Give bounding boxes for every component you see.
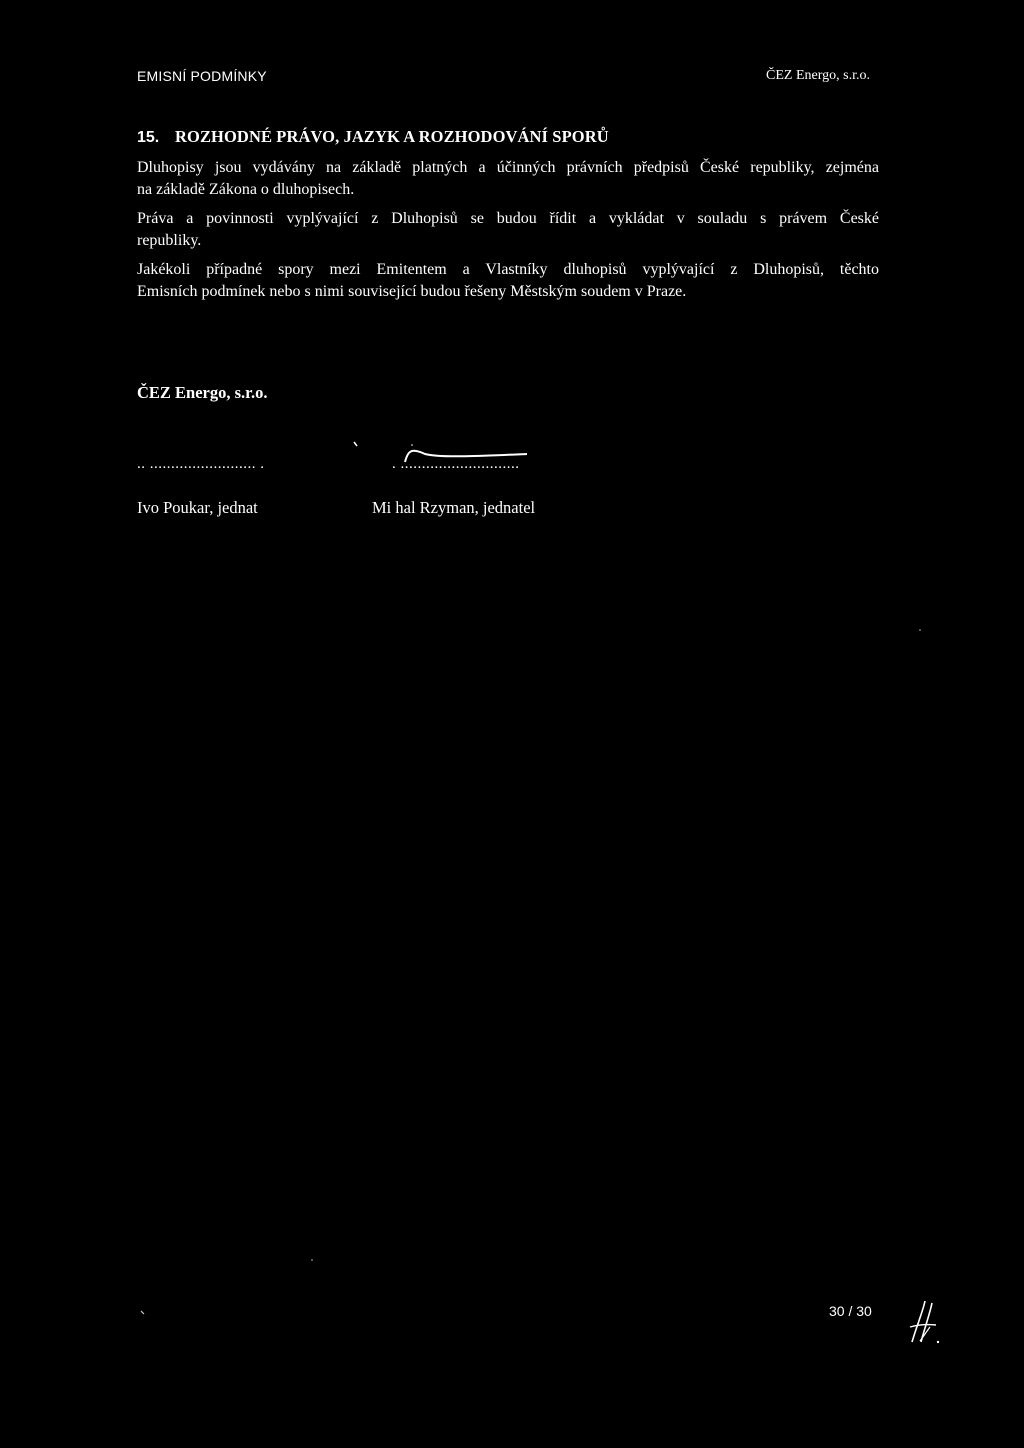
paragraph-line: Emisních podmínek nebo s nimi související budou řešeny Městským soudem v Praze. <box>137 283 687 300</box>
page-number: 30 / 30 <box>829 1303 872 1319</box>
signature-line-left: .. ......................... . <box>137 456 265 472</box>
section-number: 15. <box>137 129 160 146</box>
paragraph-line: republiky. <box>137 232 202 249</box>
paragraph-line: na základě Zákona o dluhopisech. <box>137 181 355 198</box>
paragraph-rights-obligations <box>137 208 879 252</box>
header-left: EMISNÍ PODMÍNKY <box>137 68 267 84</box>
header-right: ČEZ Energo, s.r.o. <box>766 68 870 83</box>
company-name: ČEZ Energo, s.r.o. <box>137 383 268 402</box>
speck-mark <box>918 628 924 634</box>
signatory-left: Ivo Poukar, jednat <box>137 498 258 517</box>
paragraph-line: Práva a povinnosti vyplývající z Dluhopisů se budou řídit a vykládat v souladu s právem České <box>137 210 879 227</box>
section-title: ROZHODNÉ PRÁVO, JAZYK A ROZHODOVÁNÍ SPORŮ <box>175 127 609 146</box>
paragraph-governing-law <box>137 157 879 201</box>
signatory-right: Mi hal Rzyman, jednatel <box>372 498 536 517</box>
paragraph-line: Jakékoli případné spory mezi Emitentem a Vlastníky dluhopisů vyplývající z Dluhopisů, těchto <box>137 261 879 278</box>
initials-signature <box>903 1297 953 1347</box>
paragraph-line: Dluhopisy jsou vydávány na základě platných a účinných právních předpisů České republiky, zejména <box>137 159 879 176</box>
paragraph-disputes <box>137 259 879 303</box>
speck-mark <box>140 1310 148 1318</box>
speck-mark <box>310 1258 316 1264</box>
signature-line-right: . ............................ <box>392 456 520 472</box>
